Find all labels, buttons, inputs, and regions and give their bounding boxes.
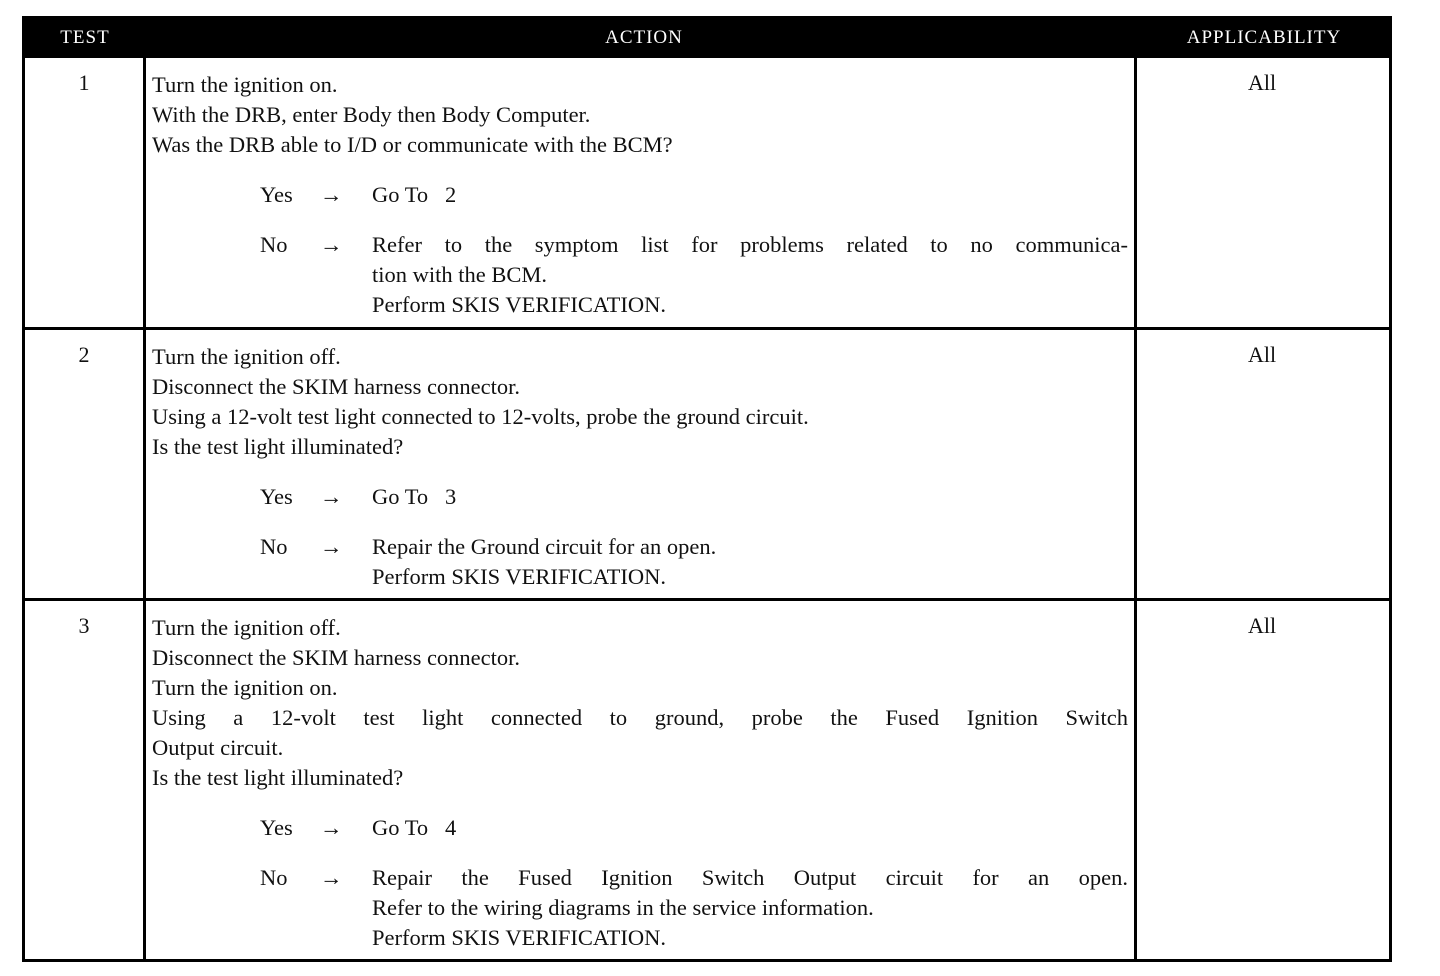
test-number: 1 [78,70,90,95]
no-response [152,230,1128,320]
column-divider [143,330,146,598]
action-cell [152,342,1128,592]
no-response [152,532,1128,592]
no-action-line: tion with the BCM. [372,262,548,287]
column-divider [1134,601,1137,959]
no-action-line: Repair the Ground circuit for an open. [372,534,717,559]
yes-label: Yes [260,484,293,509]
no-action-line: Perform SKIS VERIFICATION. [372,564,666,589]
no-action [372,230,1128,320]
action-cell [152,613,1128,953]
no-action-line: Refer to the symptom list for problems related to no communica- [372,232,1128,257]
no-response [152,863,1128,953]
step: Is the test light illuminated? [152,765,404,790]
action-steps [152,342,1128,462]
step: Turn the ignition on. [152,675,338,700]
no-action-line: Perform SKIS VERIFICATION. [372,292,666,317]
header-test: TEST [60,27,110,48]
no-action-line: Repair the Fused Ignition Switch Output circuit for an open. [372,865,1128,890]
arrow-icon: → [320,182,343,207]
action-steps [152,613,1128,793]
no-action-line: Refer to the wiring diagrams in the service information. [372,895,874,920]
no-action [372,863,1128,953]
applicability-value: All [1247,70,1277,95]
test-number: 2 [78,342,90,367]
step: Output circuit. [152,735,284,760]
column-divider [1134,58,1137,327]
step: Turn the ignition off. [152,344,341,369]
step: Turn the ignition off. [152,615,341,640]
no-action [372,532,1128,592]
arrow-icon: → [320,232,343,257]
step: Turn the ignition on. [152,72,338,97]
arrow-icon: → [320,815,343,840]
column-divider [143,58,146,327]
no-label: No [260,865,288,890]
yes-action: Go To 4 [372,815,457,840]
column-divider [1134,330,1137,598]
no-label: No [260,534,288,559]
table-row [25,601,1389,959]
yes-label: Yes [260,815,293,840]
arrow-icon: → [320,534,343,559]
test-number: 3 [78,613,90,638]
yes-action: Go To 3 [372,484,457,509]
action-steps [152,70,1128,160]
no-label: No [260,232,288,257]
arrow-icon: → [320,865,343,890]
table-row [25,330,1389,601]
applicability-value: All [1247,613,1277,638]
header-action: ACTION [605,27,683,48]
table-row [25,58,1389,330]
step: Using a 12-volt test light connected to 12-volts, probe the ground circuit. [152,404,809,429]
arrow-icon: → [320,484,343,509]
header-applicability: APPLICABILITY [1186,27,1342,48]
step: Was the DRB able to I/D or communicate with the BCM? [152,132,673,157]
diagnostic-test-table [22,16,1392,962]
yes-response [152,180,1128,210]
column-divider [143,601,146,959]
yes-response [152,482,1128,512]
step: Disconnect the SKIM harness connector. [152,374,521,399]
step: Using a 12-volt test light connected to ground, probe the Fused Ignition Switch [152,705,1128,730]
yes-label: Yes [260,182,293,207]
step: With the DRB, enter Body then Body Computer. [152,102,591,127]
step: Disconnect the SKIM harness connector. [152,645,521,670]
yes-action: Go To 2 [372,182,457,207]
no-action-line: Perform SKIS VERIFICATION. [372,925,666,950]
action-cell [152,70,1128,320]
step: Is the test light illuminated? [152,434,404,459]
applicability-value: All [1247,342,1277,367]
yes-response [152,813,1128,843]
table-header [25,19,1389,58]
